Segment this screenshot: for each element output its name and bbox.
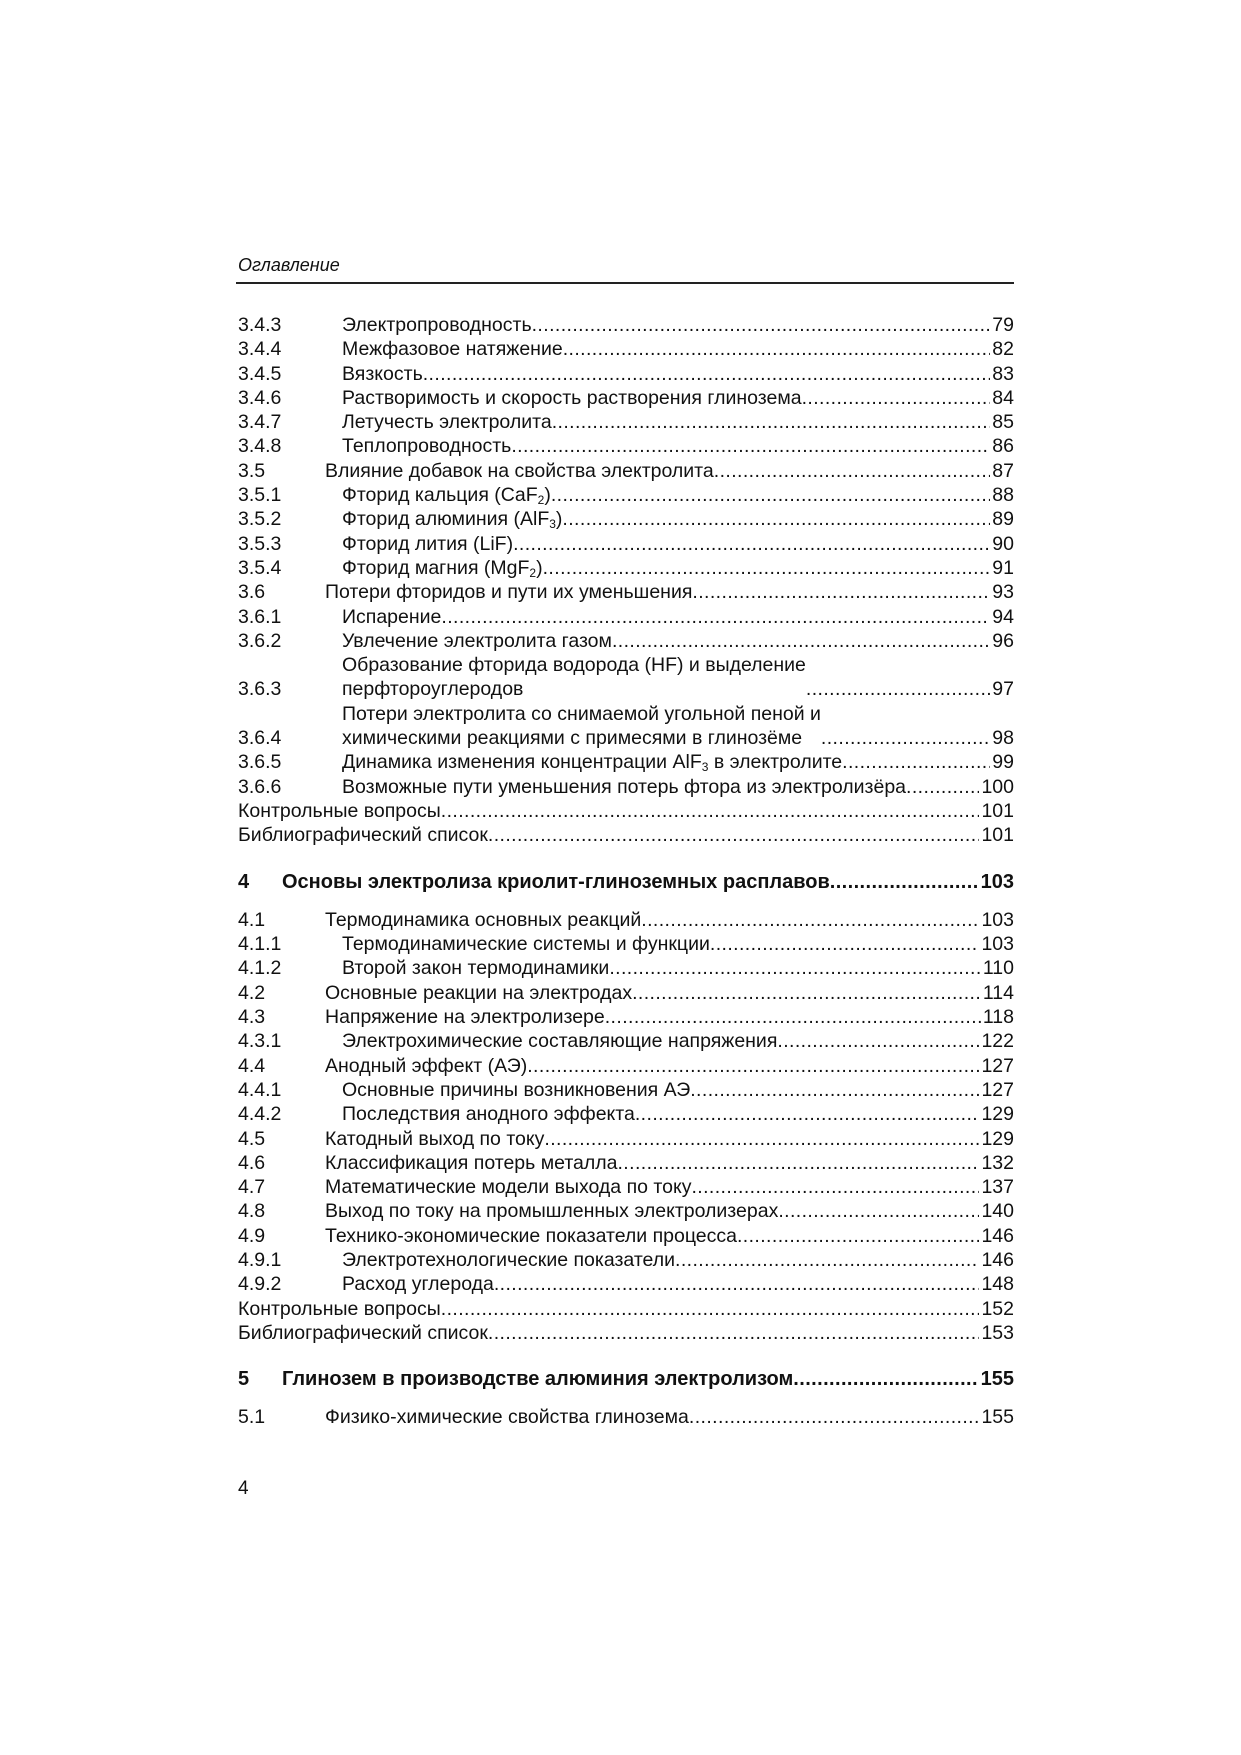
toc-entry-page: 155 xyxy=(980,1368,1014,1391)
toc-entry[interactable] xyxy=(238,1321,1014,1345)
toc-entry-number: 4.1.2 xyxy=(238,957,282,980)
toc-dot-leader xyxy=(544,1127,979,1151)
toc-dot-leader xyxy=(802,386,991,410)
toc-entry-page: 98 xyxy=(992,727,1014,750)
toc-dot-leader xyxy=(562,507,990,531)
toc-entry-page: 127 xyxy=(981,1078,1014,1101)
toc-entry[interactable] xyxy=(238,434,1014,458)
toc-entry-page: 85 xyxy=(992,411,1014,434)
toc-entry-page: 90 xyxy=(992,532,1014,555)
toc-dot-leader xyxy=(612,629,990,653)
toc-entry[interactable] xyxy=(238,932,1014,956)
toc-entry[interactable] xyxy=(238,799,1014,823)
toc-dot-leader xyxy=(641,908,979,932)
toc-entry-number: 4.6 xyxy=(238,1151,266,1174)
toc-dot-leader xyxy=(793,1367,978,1391)
toc-entry[interactable] xyxy=(238,1199,1014,1223)
toc-entry-page: 88 xyxy=(992,484,1014,507)
toc-entry-page: 99 xyxy=(992,751,1014,774)
toc-entry-title: Увлечение электролита газом xyxy=(342,629,612,652)
toc-entry[interactable] xyxy=(238,1272,1014,1296)
toc-entry-page: 146 xyxy=(981,1224,1014,1247)
toc-entry[interactable] xyxy=(238,1297,1014,1321)
toc-entry[interactable] xyxy=(238,775,1014,799)
toc-entry-title: Динамика изменения концентрации AlF$_3$ в электролите xyxy=(342,751,843,775)
header-rule xyxy=(236,282,1014,284)
toc-dot-leader xyxy=(511,434,990,458)
toc-entry[interactable] xyxy=(238,1151,1014,1175)
toc-entry-number: 4.8 xyxy=(238,1200,266,1223)
toc-entry-title: Термодинамика основных реакций xyxy=(325,908,642,931)
toc-entry-page: 140 xyxy=(981,1200,1014,1223)
toc-entry-title: Анодный эффект (АЭ) xyxy=(325,1054,528,1077)
toc-entry-title: Теплопроводность xyxy=(342,435,512,458)
toc-entry-number: 3.5 xyxy=(238,459,266,482)
toc-entry-page: 100 xyxy=(981,775,1014,798)
toc-entry-page: 93 xyxy=(992,581,1014,604)
toc-entry-number: 4.1 xyxy=(238,908,266,931)
toc-dot-leader xyxy=(710,932,980,956)
toc-entry-page: 87 xyxy=(992,459,1014,482)
toc-dot-leader xyxy=(423,362,991,386)
toc-entry-page: 82 xyxy=(992,338,1014,361)
toc-entry-number: 4.3.1 xyxy=(238,1030,282,1053)
toc-dot-leader xyxy=(737,1224,979,1248)
running-header-title: Оглавление xyxy=(238,255,340,275)
toc-entry[interactable] xyxy=(238,1175,1014,1199)
toc-entry-title: Физико-химические свойства глинозема xyxy=(325,1406,689,1429)
toc-entry-page: 91 xyxy=(992,556,1014,579)
toc-entry-title: Испарение xyxy=(342,605,442,628)
toc-dot-leader xyxy=(552,410,991,434)
toc-entry[interactable] xyxy=(238,908,1014,932)
toc-entry-number: 4.5 xyxy=(238,1127,266,1150)
toc-entry-title: Электропроводность xyxy=(342,314,532,336)
toc-dot-leader xyxy=(692,580,990,604)
toc-entry-page: 118 xyxy=(982,1006,1014,1029)
toc-entry-title: Контрольные вопросы xyxy=(238,799,441,822)
toc-entry-number: 3.6.1 xyxy=(238,605,282,628)
toc-entry-number: 3.6.6 xyxy=(238,775,282,798)
toc-entry-number: 4.4.1 xyxy=(238,1078,282,1101)
toc-dot-leader xyxy=(532,313,991,337)
toc-entry-page: 79 xyxy=(992,314,1014,336)
toc-entry-number: 3.4.6 xyxy=(238,386,282,409)
table-of-contents xyxy=(238,313,1014,1430)
toc-dot-leader xyxy=(527,1054,979,1078)
toc-dot-leader xyxy=(441,1297,980,1321)
toc-entry-number: 3.6.5 xyxy=(238,751,282,774)
toc-entry[interactable] xyxy=(238,653,1014,702)
toc-entry-title: Фторид лития (LiF) xyxy=(342,532,514,555)
toc-entry-page: 89 xyxy=(992,508,1014,531)
toc-entry-page: 110 xyxy=(982,957,1014,980)
toc-entry-title: Напряжение на электролизере xyxy=(325,1006,605,1029)
toc-entry[interactable] xyxy=(238,1248,1014,1272)
toc-entry-title: Библиографический список xyxy=(238,824,488,847)
toc-entry-title: Возможные пути уменьшения потерь фтора из электролизёра xyxy=(342,775,907,798)
toc-entry-title: Вязкость xyxy=(342,362,423,385)
toc-dot-leader xyxy=(635,1102,980,1126)
toc-entry-page: 146 xyxy=(981,1248,1014,1271)
toc-entry-page: 137 xyxy=(981,1176,1014,1199)
toc-dot-leader xyxy=(689,1405,980,1429)
toc-entry-number: 4.3 xyxy=(238,1006,266,1029)
toc-entry[interactable] xyxy=(238,702,1014,751)
toc-entry[interactable] xyxy=(238,750,1014,774)
toc-entry-number: 4.2 xyxy=(238,981,266,1004)
toc-dot-leader xyxy=(714,459,991,483)
toc-entry-page: 132 xyxy=(981,1151,1014,1174)
toc-entry-number: 4.4.2 xyxy=(238,1103,282,1126)
toc-chapter-entry[interactable] xyxy=(238,870,1014,894)
toc-entry[interactable] xyxy=(238,410,1014,434)
toc-entry-page: 122 xyxy=(981,1030,1014,1053)
toc-entry[interactable] xyxy=(238,629,1014,653)
toc-dot-leader xyxy=(513,532,990,556)
toc-entry-title: Технико-экономические показатели процесса xyxy=(325,1224,737,1247)
toc-dot-leader xyxy=(617,1151,979,1175)
toc-dot-leader xyxy=(441,605,990,629)
toc-entry-number: 3.4.3 xyxy=(238,314,282,336)
toc-dot-leader xyxy=(821,726,990,750)
toc-entry-title: Термодинамические системы и функции xyxy=(342,933,710,956)
toc-entry-title: Фторид алюминия (AlF$_3$) xyxy=(342,508,563,532)
toc-entry-page: 129 xyxy=(981,1127,1014,1150)
toc-entry-title: Катодный выход по току xyxy=(325,1127,545,1150)
toc-dot-leader xyxy=(806,677,990,701)
toc-entry-title: Контрольные вопросы xyxy=(238,1297,441,1320)
toc-entry[interactable] xyxy=(238,1405,1014,1429)
toc-entry[interactable] xyxy=(238,386,1014,410)
toc-dot-leader xyxy=(691,1175,979,1199)
toc-entry-title: Электрохимические составляющие напряжения xyxy=(342,1030,778,1053)
toc-entry-title: Растворимость и скорость растворения глинозема xyxy=(342,386,802,409)
toc-dot-leader xyxy=(551,483,990,507)
toc-entry-page: 103 xyxy=(981,933,1014,956)
toc-entry-number: 3.4.8 xyxy=(238,435,282,458)
toc-dot-leader xyxy=(488,823,980,847)
toc-dot-leader xyxy=(906,775,979,799)
toc-entry[interactable] xyxy=(238,605,1014,629)
toc-entry-title: Математические модели выхода по току xyxy=(325,1176,692,1199)
toc-entry-number: 3.6.2 xyxy=(238,629,282,652)
toc-entry[interactable] xyxy=(238,956,1014,980)
toc-entry-page: 155 xyxy=(981,1406,1014,1429)
toc-entry-title: Фторид магния (MgF$_2$) xyxy=(342,556,543,580)
toc-entry-number: 3.4.7 xyxy=(238,411,282,434)
toc-entry-title: Фторид кальция (CaF$_2$) xyxy=(342,484,551,508)
toc-entry[interactable] xyxy=(238,981,1014,1005)
toc-dot-leader xyxy=(441,799,980,823)
toc-dot-leader xyxy=(488,1321,980,1345)
toc-entry-number: 4.9.2 xyxy=(238,1273,282,1296)
toc-entry-page: 84 xyxy=(992,386,1014,409)
toc-entry-title: Летучесть электролита xyxy=(342,411,552,434)
toc-dot-leader xyxy=(605,1005,981,1029)
toc-entry-title: Электротехнологические показатели xyxy=(342,1248,676,1271)
toc-entry-number: 3.6 xyxy=(238,581,266,604)
toc-entry-number: 4.1.1 xyxy=(238,933,282,956)
toc-entry-number: 4.9.1 xyxy=(238,1248,282,1271)
toc-entry[interactable] xyxy=(238,1127,1014,1151)
toc-entry-number: 3.5.3 xyxy=(238,532,282,555)
toc-entry-page: 153 xyxy=(981,1321,1014,1344)
toc-entry-number: 4.9 xyxy=(238,1224,266,1247)
toc-entry-page: 127 xyxy=(981,1054,1014,1077)
toc-entry-page: 86 xyxy=(992,435,1014,458)
toc-entry[interactable] xyxy=(238,507,1014,531)
toc-entry-number: 3.5.4 xyxy=(238,556,282,579)
toc-entry-number: 3.6.4 xyxy=(238,727,282,750)
toc-entry-title: Потери электролита со снимаемой угольной пеной и химическими реакциями с примесями в глинозёме xyxy=(342,702,821,750)
toc-dot-leader xyxy=(778,1199,979,1223)
toc-entry-number: 4 xyxy=(238,870,250,893)
toc-entry-page: 103 xyxy=(980,870,1014,893)
toc-entry[interactable] xyxy=(238,1005,1014,1029)
toc-dot-leader xyxy=(632,981,981,1005)
toc-dot-leader xyxy=(675,1248,979,1272)
toc-entry-page: 129 xyxy=(981,1103,1014,1126)
toc-entry[interactable] xyxy=(238,313,1014,337)
toc-entry-title: Глинозем в производстве алюминия электролизом xyxy=(282,1368,794,1391)
page-number: 4 xyxy=(238,1478,249,1499)
toc-dot-leader xyxy=(609,956,981,980)
toc-entry-number: 5.1 xyxy=(238,1406,266,1429)
toc-entry-title: Выход по току на промышленных электролизерах xyxy=(325,1200,779,1223)
toc-entry-page: 101 xyxy=(981,824,1014,847)
toc-entry[interactable] xyxy=(238,532,1014,556)
toc-entry[interactable] xyxy=(238,1029,1014,1053)
toc-entry[interactable] xyxy=(238,362,1014,386)
toc-entry[interactable] xyxy=(238,1224,1014,1248)
toc-entry[interactable] xyxy=(238,823,1014,847)
toc-dot-leader xyxy=(563,337,991,361)
toc-entry[interactable] xyxy=(238,1102,1014,1126)
toc-entry-number: 4.7 xyxy=(238,1176,266,1199)
toc-dot-leader xyxy=(543,556,991,580)
toc-entry[interactable] xyxy=(238,556,1014,580)
toc-dot-leader xyxy=(494,1272,980,1296)
toc-entry-number: 3.4.4 xyxy=(238,338,282,361)
toc-entry-number: 3.6.3 xyxy=(238,678,282,701)
toc-dot-leader xyxy=(777,1029,979,1053)
toc-entry-title: Второй закон термодинамики xyxy=(342,957,610,980)
toc-entry[interactable] xyxy=(238,580,1014,604)
toc-entry-number: 5 xyxy=(238,1368,250,1391)
toc-entry-title: Образование фторида водорода (HF) и выделение перфтороуглеродов xyxy=(342,654,806,701)
toc-entry-title: Основные реакции на электродах xyxy=(325,981,633,1004)
toc-entry-title: Межфазовое натяжение xyxy=(342,338,563,361)
toc-entry[interactable] xyxy=(238,483,1014,507)
toc-entry-page: 83 xyxy=(992,362,1014,385)
toc-dot-leader xyxy=(842,750,990,774)
toc-entry-page: 152 xyxy=(981,1297,1014,1320)
toc-entry-page: 94 xyxy=(992,605,1014,628)
toc-entry[interactable] xyxy=(238,1078,1014,1102)
toc-entry-title: Расход углерода xyxy=(342,1273,494,1296)
toc-entry-page: 114 xyxy=(982,981,1014,1004)
toc-entry-title: Классификация потерь металла xyxy=(325,1151,618,1174)
toc-entry-page: 97 xyxy=(992,678,1014,701)
toc-entry[interactable] xyxy=(238,459,1014,483)
toc-entry-title: Основные причины возникновения АЭ xyxy=(342,1078,691,1101)
toc-entry-title: Влияние добавок на свойства электролита xyxy=(325,459,714,482)
toc-entry-title: Основы электролиза криолит-глиноземных расплавов xyxy=(282,870,830,893)
toc-entry-number: 3.5.1 xyxy=(238,484,282,507)
toc-dot-leader xyxy=(690,1078,979,1102)
toc-entry-number: 3.5.2 xyxy=(238,508,282,531)
toc-entry-page: 103 xyxy=(981,908,1014,931)
toc-dot-leader xyxy=(830,870,979,894)
toc-entry-page: 96 xyxy=(992,629,1014,652)
toc-entry-page: 148 xyxy=(981,1273,1014,1296)
toc-entry-title: Потери фторидов и пути их уменьшения xyxy=(325,581,693,604)
toc-entry-title: Библиографический список xyxy=(238,1321,488,1344)
toc-entry-title: Последствия анодного эффекта xyxy=(342,1103,635,1126)
toc-entry-number: 4.4 xyxy=(238,1054,266,1077)
toc-chapter-entry[interactable] xyxy=(238,1367,1014,1391)
toc-entry[interactable] xyxy=(238,1054,1014,1078)
toc-entry-number: 3.4.5 xyxy=(238,362,282,385)
toc-entry[interactable] xyxy=(238,337,1014,361)
toc-entry-page: 101 xyxy=(981,799,1014,822)
